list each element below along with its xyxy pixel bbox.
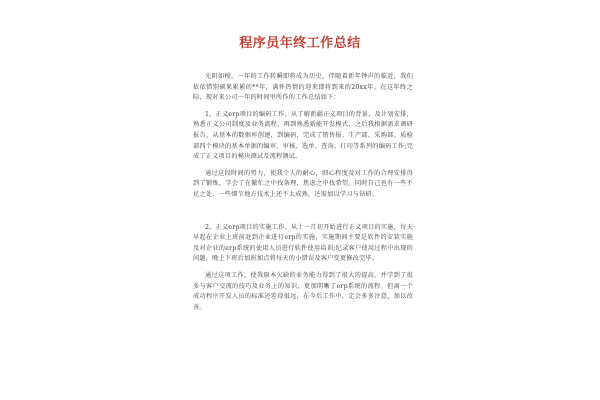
paragraph-intro: 光阴如梭，一年的工作转瞬即将成为历史，伴随着新年钟声的临近，我们依依惜别硕果累累的**年，满怀热情的迎来即将到来的20xx年。在这年终之际，现对来公司一年的时间里所作的工作总结如下： [193, 73, 413, 102]
document-title: 程序员年终工作总结 [239, 36, 361, 51]
paragraph-reflection-2: 通过这项工作，使我原本欠缺的业务能力得到了很大的提高，并学到了很多与客户交流的技巧及业务上的知识，更加明晰了erp系统的流程。但离一个成功程序开发人员的标准还差得很远，在今后工作中，定会多多注意，加以改善。 [193, 271, 413, 311]
paragraph-reflection-1: 通过这段时间的努力，使我个人的耐心，细心程度及对工作的合理安排得到了锻炼，学会了在繁忙之中找条理，焦虑之中找希望。同时自己也有一些不足之处，一些细节地方技术上还不太成熟，还需加以学习与钻研。 [193, 169, 413, 198]
paragraph-item-1: 1、正义erp项目的编码工作。从了解新疆正义项目的背景，及计划安排，熟悉正义公司制度及业务流程，再到熟悉新能开发模式，之后我根据需求调研报告，从基本的数据库创建，到编码，完成了销售报、生产部、采购部、质检部四个模块的基本单据的编审、审核、选单、查询、打印等系列的编码工作;完成了正义项目的模块测试及流程测试。 [193, 110, 413, 161]
document-body [193, 72, 413, 319]
paragraph-item-2: 2、正义erp项目的实施工作。从十一月初开始进行正义项目的实施，每天早起在企业上班前赶到企业进行erp的实施，实施期间主要是软件的安装实施及对企业的erp系统的使用人员进行软件使用培训;纪录客户使用过程中出现的问题，晚上下班后加班加点将每天的小错误及客户变更修改完毕。 [193, 223, 413, 263]
